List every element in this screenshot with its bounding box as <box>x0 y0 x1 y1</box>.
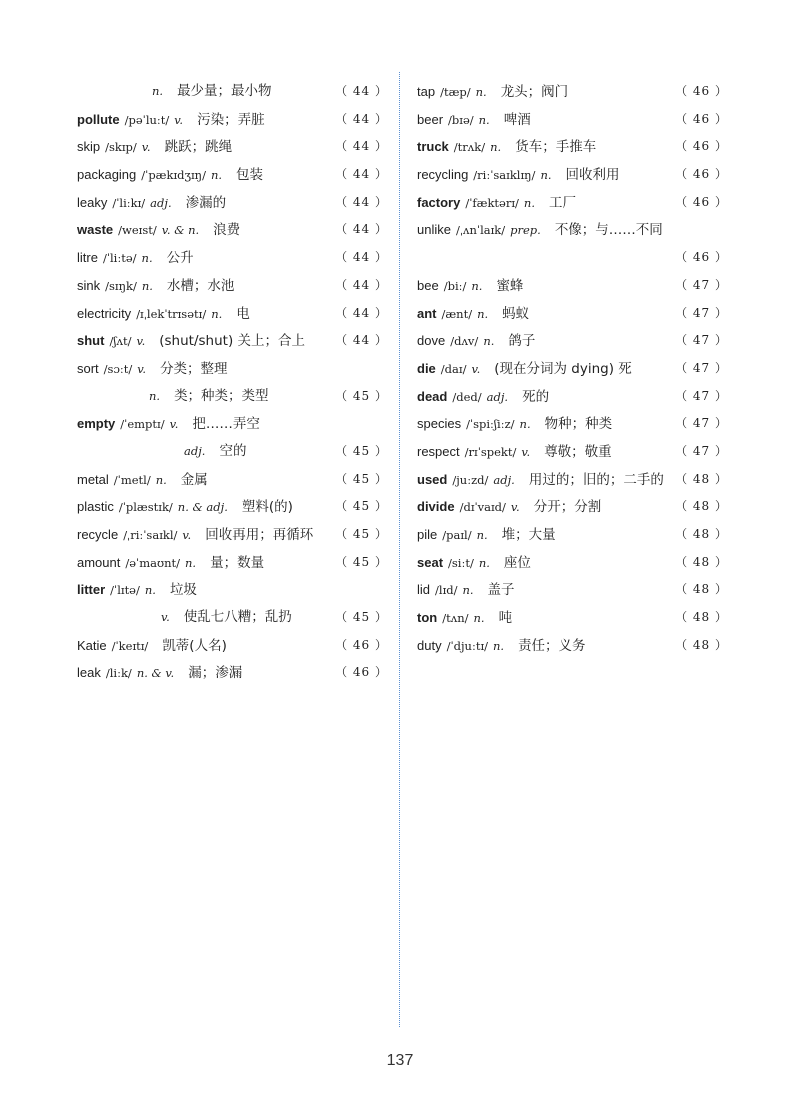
entry-phonetic: /ˈliːkɪ/ <box>112 195 146 210</box>
entry-meaning: 分开；分割 <box>533 499 602 516</box>
entry-page-ref: （ 46 ） <box>675 194 728 209</box>
vocab-entry <box>417 300 728 328</box>
entry-meaning: 座位 <box>503 554 531 571</box>
entry-word: sort <box>77 360 99 376</box>
entry-word: metal <box>77 471 109 487</box>
entry-word: electricity <box>77 305 132 321</box>
entry-phonetic: /ˌriːˈsaɪkl/ <box>123 528 178 542</box>
entry-meaning: 啤酒 <box>503 111 531 128</box>
vocab-entry <box>77 576 388 604</box>
entry-word: empty <box>77 416 116 432</box>
entry-word: duty <box>417 637 442 653</box>
vocab-entry <box>417 521 728 549</box>
vocab-entry <box>417 576 728 604</box>
entry-phonetic: /ˈemptɪ/ <box>120 417 165 432</box>
entry-pos: n. <box>523 195 535 210</box>
vocab-entry <box>417 189 728 217</box>
vocab-entry <box>417 466 728 494</box>
right-column <box>417 78 728 659</box>
vocab-entry <box>417 604 728 632</box>
entry-pos: n. <box>149 388 161 403</box>
entry-pos: adj. <box>184 443 206 458</box>
entry-page-ref: （ 45 ） <box>335 471 388 486</box>
entry-pos: n. <box>144 583 156 598</box>
entry-pos: n. <box>478 555 490 570</box>
entry-phonetic: /tæp/ <box>440 85 471 99</box>
entry-phonetic: /ˌʌnˈlaɪk/ <box>455 223 506 238</box>
entry-meaning: 水槽；水池 <box>166 277 235 294</box>
entry-pos: n. <box>540 168 552 183</box>
entry-phonetic: /ˈpækɪdʒɪŋ/ <box>141 168 206 183</box>
entry-phonetic: /ˈmetl/ <box>113 472 151 487</box>
entry-word: litre <box>77 250 98 266</box>
entry-meaning: 公升 <box>166 250 194 267</box>
entry-page-ref: （ 48 ） <box>675 471 728 486</box>
entry-meaning: 类；种类；类型 <box>174 387 269 404</box>
entry-pos: n. <box>493 638 505 653</box>
vocab-entry <box>417 133 728 161</box>
entry-meaning: 回收利用 <box>565 167 620 184</box>
entry-page-ref: （ 45 ） <box>335 388 388 403</box>
entry-page-ref: （ 47 ） <box>675 277 728 292</box>
entry-pos: v. <box>182 528 192 542</box>
entry-word: truck <box>417 139 449 155</box>
entry-meaning: 尊敬；敬重 <box>544 443 612 460</box>
entry-word: dead <box>417 388 448 404</box>
entry-meaning: 盖子 <box>487 582 515 599</box>
vocab-entry <box>77 383 388 411</box>
entry-meaning: 龙头；阀门 <box>500 84 569 100</box>
entry-meaning: 工厂 <box>548 194 576 211</box>
vocab-entry <box>77 106 388 134</box>
entry-page-ref: （ 44 ） <box>335 277 388 292</box>
entry-pos: adj. <box>493 472 515 487</box>
vocab-entry <box>417 493 728 521</box>
left-column <box>77 78 388 687</box>
entry-phonetic: /ˈdjuːtɪ/ <box>446 638 488 653</box>
entry-phonetic: /juːzd/ <box>452 472 489 487</box>
entry-phonetic: /dʌv/ <box>450 334 479 349</box>
entry-word: tap <box>417 84 436 99</box>
vocab-entry <box>77 78 388 106</box>
entry-pos: adj. <box>150 195 172 210</box>
entry-page-ref: （ 47 ） <box>675 333 728 348</box>
entry-page-ref: （ 48 ） <box>675 610 728 625</box>
entry-word: amount <box>77 554 121 570</box>
entry-page-ref: （ 45 ） <box>335 527 388 541</box>
entry-phonetic: /ˈspiːʃiːz/ <box>466 417 515 432</box>
entry-meaning: 用过的；旧的；二手的 <box>528 471 664 488</box>
vocab-entry <box>417 216 728 244</box>
entry-meaning: 最少量；最小物 <box>177 83 272 99</box>
entry-word: bee <box>417 277 439 293</box>
entry-page-ref: （ 45 ） <box>335 554 388 569</box>
entry-page-ref: （ 44 ） <box>335 222 388 237</box>
entry-meaning: 垃圾 <box>169 582 197 599</box>
entry-page-ref: （ 44 ） <box>335 167 388 182</box>
entry-pos: v. & n. <box>161 223 200 238</box>
entry-page-ref: （ 44 ） <box>335 139 388 154</box>
entry-word: ton <box>417 610 438 626</box>
entry-pos: n. <box>490 140 502 155</box>
entry-meaning: 货车；手推车 <box>515 139 597 156</box>
entry-phonetic: /daɪ/ <box>440 361 467 376</box>
vocab-entry <box>77 272 388 300</box>
entry-pos: n. <box>473 611 485 626</box>
entry-page-ref: （ 47 ） <box>675 305 728 320</box>
entry-pos: n. <box>475 85 487 99</box>
vocab-entry <box>417 327 728 355</box>
entry-phonetic: /ʃʌt/ <box>109 334 132 349</box>
entry-page-ref: （ 47 ） <box>675 360 728 375</box>
entry-page-ref: （ 46 ） <box>675 84 728 98</box>
entry-word: skip <box>77 139 101 155</box>
entry-page-ref: （ 46 ） <box>335 637 388 652</box>
entry-page-ref: （ 47 ） <box>675 388 728 403</box>
entry-phonetic: /əˈmaʊnt/ <box>125 555 181 570</box>
entry-meaning: (现在分词为 dying) 死 <box>494 360 632 377</box>
vocab-entry <box>77 244 388 272</box>
entry-page-ref: （ 45 ） <box>335 443 388 458</box>
vocab-entry <box>77 300 388 328</box>
vocab-entry <box>417 106 728 134</box>
entry-meaning: 鸽子 <box>508 333 536 350</box>
entry-pos: v. <box>137 361 147 376</box>
entry-word: species <box>417 416 462 432</box>
entry-pos: n. <box>462 583 474 598</box>
entry-page-ref: （ 44 ） <box>335 333 388 348</box>
entry-meaning: 量；数量 <box>210 554 265 571</box>
entry-meaning: 死的 <box>522 388 550 405</box>
vocab-entry <box>417 438 728 466</box>
vocab-entry <box>417 161 728 189</box>
entry-meaning: 蜜蜂 <box>496 277 524 294</box>
entry-word: ant <box>417 305 437 321</box>
entry-pos: v. <box>169 417 179 432</box>
entry-pos: n. <box>478 112 490 127</box>
vocab-entry <box>77 659 388 687</box>
entry-word: respect <box>417 443 460 459</box>
entry-pos: v. <box>471 361 481 376</box>
entry-phonetic: /sɔːt/ <box>103 361 133 376</box>
entry-pos: v. <box>510 500 520 515</box>
entry-word: die <box>417 360 436 376</box>
entry-phonetic: /ɪˌlekˈtrɪsətɪ/ <box>136 306 207 321</box>
entry-meaning: 堆；大量 <box>501 527 556 543</box>
entry-meaning: 使乱七八糟；乱扔 <box>183 609 292 626</box>
entry-page-ref: （ 46 ） <box>335 665 388 680</box>
vocab-entry <box>77 355 388 383</box>
entry-phonetic: /lɪd/ <box>435 583 458 598</box>
entry-word: unlike <box>417 222 451 238</box>
entry-phonetic: /dɪˈvaɪd/ <box>459 500 506 515</box>
entry-phonetic: /skɪp/ <box>105 140 137 155</box>
entry-phonetic: /tʌn/ <box>442 611 469 626</box>
entry-pos: n. <box>471 278 483 293</box>
entry-word: leaky <box>77 194 108 210</box>
vocab-entry <box>77 216 388 244</box>
entry-phonetic: /paɪl/ <box>442 528 472 542</box>
entry-word: shut <box>77 333 105 349</box>
vocab-entry <box>77 632 388 660</box>
entry-page-ref: （ 44 ） <box>335 84 388 98</box>
entry-word: waste <box>77 222 114 238</box>
entry-word: pollute <box>77 111 120 127</box>
vocab-entry <box>417 272 728 300</box>
entry-word: packaging <box>77 167 137 183</box>
entry-page-ref: （ 44 ） <box>335 194 388 209</box>
entry-phonetic: /ˈplæstɪk/ <box>118 500 173 515</box>
vocab-entry <box>417 632 728 660</box>
entry-meaning: 不像；与……不同 <box>554 222 663 239</box>
entry-page-ref: （ 44 ） <box>335 305 388 320</box>
entry-pos: adj. <box>486 389 509 404</box>
entry-phonetic: /weɪst/ <box>118 223 157 238</box>
vocab-entry <box>77 493 388 521</box>
entry-page-ref: （ 46 ） <box>675 167 728 182</box>
entry-page-ref: （ 47 ） <box>675 416 728 431</box>
entry-meaning: 蚂蚁 <box>502 305 530 322</box>
entry-page-ref: （ 45 ） <box>335 499 388 514</box>
entry-meaning: 漏；渗漏 <box>188 665 243 682</box>
entry-pos: v. <box>141 140 151 155</box>
entry-word: seat <box>417 554 444 570</box>
entry-word: pile <box>417 527 438 542</box>
entry-page-ref: （ 48 ） <box>675 582 728 597</box>
entry-page-ref: （ 44 ） <box>335 111 388 126</box>
entry-meaning: 回收再用；再循环 <box>205 527 314 543</box>
entry-page-ref: （ 44 ） <box>335 250 388 265</box>
vocab-entry <box>77 438 388 466</box>
entry-phonetic: /ænt/ <box>441 306 473 321</box>
entry-word: sink <box>77 277 101 293</box>
entry-meaning: 凯蒂(人名) <box>162 637 227 654</box>
entry-meaning: 渗漏的 <box>185 194 227 211</box>
entry-page-ref: （ 46 ） <box>675 139 728 154</box>
entry-phonetic: /ded/ <box>452 389 482 404</box>
entry-meaning: 跳跃；跳绳 <box>164 139 233 156</box>
vocab-entry <box>77 410 388 438</box>
entry-word: litter <box>77 582 106 598</box>
vocab-entry <box>77 604 388 632</box>
entry-word: factory <box>417 194 461 210</box>
entry-phonetic: /rɪˈspekt/ <box>464 444 517 459</box>
entry-page-ref: （ 48 ） <box>675 499 728 514</box>
entry-word: leak <box>77 665 101 681</box>
entry-word: recycling <box>417 167 469 183</box>
entry-pos: n. & v. <box>136 666 175 681</box>
entry-page-ref: （ 48 ） <box>675 527 728 541</box>
entry-page-ref: （ 48 ） <box>675 554 728 569</box>
entry-meaning: 污染；弄脏 <box>197 111 265 128</box>
entry-meaning: 电 <box>236 305 250 322</box>
entry-meaning: 浪费 <box>213 222 241 239</box>
vocab-entry <box>417 383 728 411</box>
entry-meaning: 塑料(的) <box>241 499 293 516</box>
entry-page-ref: （ 46 ） <box>675 250 728 265</box>
vocab-entry <box>417 78 728 106</box>
entry-word: Katie <box>77 637 107 653</box>
entry-pos: n. <box>477 306 489 321</box>
vocab-entry <box>77 189 388 217</box>
vocab-entry <box>417 549 728 577</box>
entry-page-ref: （ 45 ） <box>335 610 388 625</box>
vocab-entry <box>417 355 728 383</box>
vocab-entry <box>77 327 388 355</box>
entry-pos: n. <box>210 168 223 183</box>
entry-pos: v. <box>161 610 170 625</box>
entry-meaning: (shut/shut) 关上；合上 <box>159 333 306 350</box>
entry-word: beer <box>417 111 444 127</box>
entry-pos: v. <box>174 112 184 127</box>
entry-meaning: 金属 <box>180 471 208 488</box>
entry-pos: n. <box>141 251 153 266</box>
vocab-entry <box>77 133 388 161</box>
entry-pos: n. <box>155 472 167 487</box>
vocab-entry <box>77 161 388 189</box>
entry-pos: v. <box>136 334 146 349</box>
entry-pos: n. <box>476 528 488 542</box>
entry-meaning: 吨 <box>498 610 513 627</box>
entry-meaning: 空的 <box>219 442 247 459</box>
entry-phonetic: /trʌk/ <box>453 140 486 155</box>
entry-meaning: 责任；义务 <box>518 637 586 654</box>
vocab-entry <box>77 549 388 577</box>
entry-phonetic: /riːˈsaɪklɪŋ/ <box>473 168 536 183</box>
entry-pos: n. & adj. <box>177 500 228 515</box>
entry-word: divide <box>417 499 455 515</box>
entry-word: dove <box>417 333 446 349</box>
entry-word: recycle <box>77 527 119 542</box>
entry-meaning: 把……弄空 <box>192 416 260 433</box>
entry-pos: v. <box>521 444 531 459</box>
entry-pos: n. <box>211 306 223 321</box>
entry-pos: prep. <box>510 223 541 238</box>
entry-page-ref: （ 48 ） <box>675 637 728 652</box>
entry-phonetic: /sɪŋk/ <box>105 278 137 293</box>
entry-page-ref: （ 46 ） <box>675 111 728 126</box>
entry-pos: n. <box>519 417 531 432</box>
entry-phonetic: /ˈfæktərɪ/ <box>465 195 519 210</box>
entry-word: used <box>417 471 448 487</box>
entry-phonetic: /pəˈluːt/ <box>124 112 170 127</box>
entry-phonetic: /ˈlɪtə/ <box>110 583 140 598</box>
vocab-entry <box>77 521 388 549</box>
entry-meaning: 物种；种类 <box>544 416 613 433</box>
entry-page-ref: （ 47 ） <box>675 443 728 458</box>
entry-phonetic: /siːt/ <box>448 555 474 570</box>
entry-meaning: 包装 <box>236 167 264 184</box>
entry-phonetic: /ˈkeɪtɪ/ <box>111 638 149 653</box>
vocab-entry <box>417 410 728 438</box>
entry-pos: n. <box>483 334 495 349</box>
entry-phonetic: /liːk/ <box>105 666 132 681</box>
page-number: 137 <box>386 1052 414 1069</box>
vocab-entry <box>77 466 388 494</box>
vocab-entry <box>417 244 728 272</box>
entry-meaning: 分类；整理 <box>160 360 228 377</box>
entry-phonetic: /ˈliːtə/ <box>102 251 137 266</box>
entry-phonetic: /bɪə/ <box>448 112 474 127</box>
entry-pos: n. <box>152 84 164 98</box>
entry-pos: n. <box>141 278 153 293</box>
entry-pos: n. <box>185 555 197 570</box>
column-divider <box>399 72 400 1027</box>
entry-phonetic: /biː/ <box>443 278 467 293</box>
entry-word: lid <box>417 582 431 598</box>
entry-word: plastic <box>77 499 114 515</box>
